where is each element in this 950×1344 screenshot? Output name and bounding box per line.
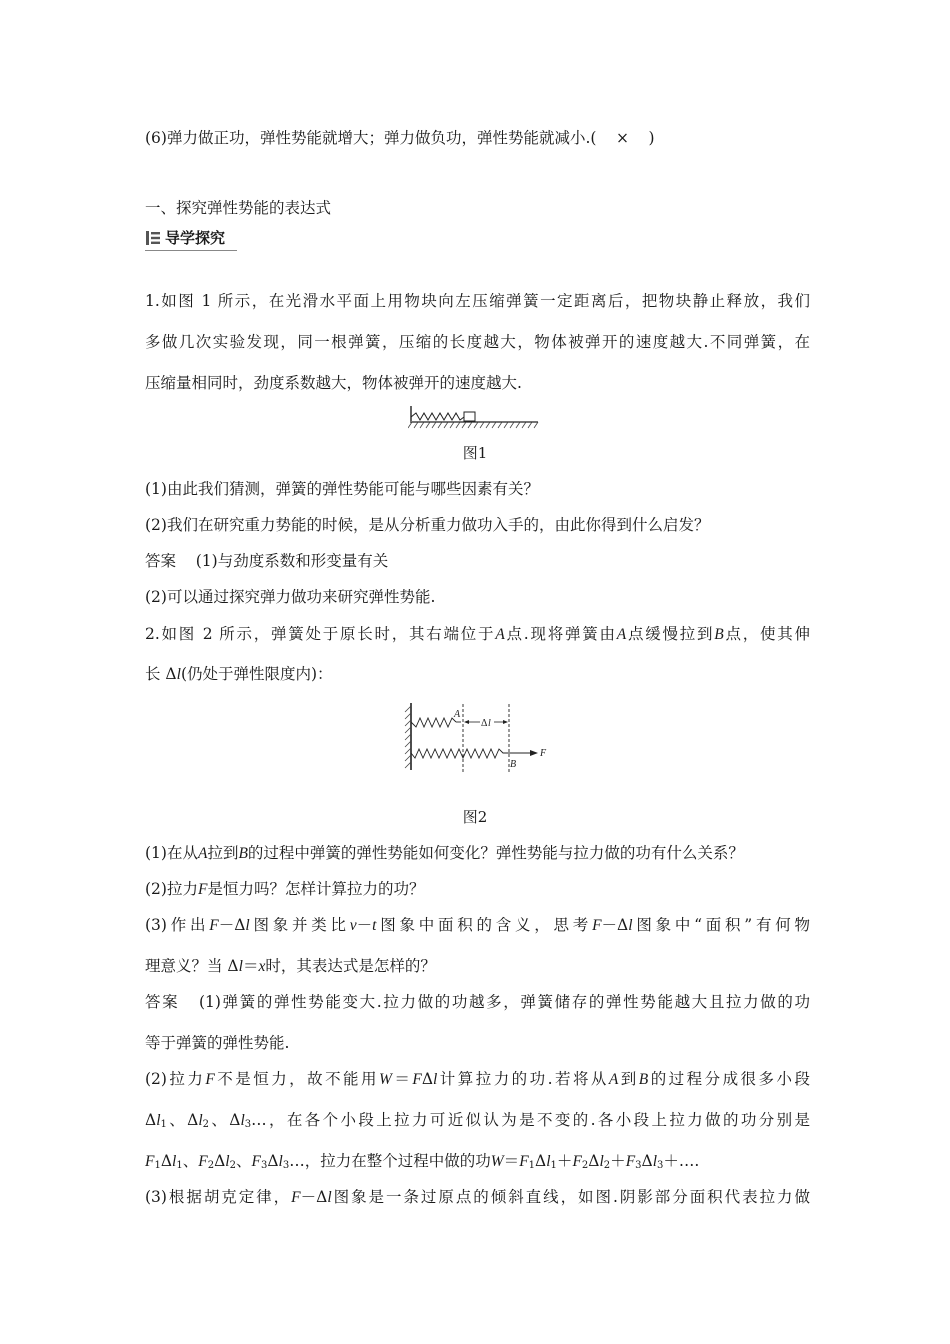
var-F: F xyxy=(198,1153,208,1170)
var-l: l xyxy=(172,1153,177,1170)
q2-sub-2 xyxy=(145,879,810,900)
var-B: B xyxy=(238,845,248,862)
q2-answer-2-line-3 xyxy=(145,1151,810,1172)
var-l: l xyxy=(327,1189,332,1206)
var-F: F xyxy=(209,917,219,934)
section-title: 一、探究弹性势能的表达式 xyxy=(145,199,332,217)
var-F: F xyxy=(519,1153,529,1170)
var-l: l xyxy=(245,917,250,934)
q2-text: －Δ xyxy=(601,916,629,934)
q2-text: (仍处于弹性限度内)： xyxy=(180,665,333,683)
var-F: F xyxy=(291,1189,301,1206)
subscript: 2 xyxy=(229,1160,236,1171)
var-F: F xyxy=(572,1153,582,1170)
q2-text: ＝ xyxy=(242,957,259,975)
var-l: l xyxy=(240,1112,245,1129)
subscript: 2 xyxy=(603,1160,611,1171)
q1-answer-1 xyxy=(145,551,810,571)
answer-text: Δ xyxy=(214,1152,226,1170)
q2-text: (1)在从 xyxy=(145,844,198,862)
var-W: W xyxy=(378,1071,392,1088)
answer-text: (2)拉力 xyxy=(145,1070,206,1088)
q2-text: 点缓慢拉到 xyxy=(626,625,715,643)
q2-text: －Δ xyxy=(218,916,246,934)
answer-text: 不是恒力，故不能用 xyxy=(214,1070,379,1088)
q2-text: 2.如图 2 所示，弹簧处于原长时，其右端位于 xyxy=(145,625,496,643)
answer-text: (1)弹簧的弹性势能变大.拉力做的功越多，弹簧储存的弹性势能越大且拉力做的功 xyxy=(198,993,811,1011)
q1-sub-2: (2)我们在研究重力势能的时候，是从分析重力做功入手的，由此你得到什么启发？ xyxy=(145,516,710,534)
answer-text: 、Δ xyxy=(166,1111,199,1129)
answer-text: ＋…. xyxy=(663,1152,700,1170)
answer-text: Δ xyxy=(641,1152,653,1170)
answer-text: －Δ xyxy=(300,1188,328,1206)
statement-6-close: ) xyxy=(648,129,655,147)
q2-answer-2-line-1 xyxy=(145,1069,810,1090)
delta-label: Δ xyxy=(481,718,488,729)
q1-line-2: 多做几次实验发现，同一根弹簧，压缩的长度越大，物体被弹开的速度越大.不同弹簧，在 xyxy=(145,333,810,351)
q2-text: － xyxy=(356,916,373,934)
var-B: B xyxy=(638,1071,649,1088)
var-l: l xyxy=(278,1153,283,1170)
statement-6-text: (6)弹力做正功，弹性势能就增大；弹力做负功，弹性势能就减小.( xyxy=(145,129,597,147)
q2-text: 是恒力吗？怎样计算拉力的功？ xyxy=(207,880,425,898)
q2-text: 时，其表达式是怎样的？ xyxy=(265,957,436,975)
answer-text: …，拉力在整个过程中做的功 xyxy=(289,1152,491,1170)
q1-sub-1: (1)由此我们猜测，弹簧的弹性势能可能与哪些因素有关？ xyxy=(145,480,539,498)
answer-text: ＝ xyxy=(391,1070,413,1088)
var-A: A xyxy=(197,845,208,862)
figure-2-spring-stretch xyxy=(402,700,552,774)
var-l: l xyxy=(599,1153,604,1170)
var-A: A xyxy=(608,1071,619,1088)
list-icon xyxy=(146,231,160,245)
answer-text: ＋ xyxy=(610,1152,626,1170)
var-A: A xyxy=(616,626,627,643)
var-l: l xyxy=(652,1153,658,1170)
subscript: 3 xyxy=(635,1160,642,1171)
answer-label: 答案 xyxy=(145,552,177,570)
q2-text: 长 Δ xyxy=(145,665,177,683)
point-A-label: A xyxy=(454,709,461,720)
answer-text: 计算拉力的功.若将从 xyxy=(437,1070,609,1088)
subscript: 1 xyxy=(528,1160,536,1171)
force-F-label: F xyxy=(540,748,547,759)
var-v: v xyxy=(349,917,357,934)
false-mark: × xyxy=(615,129,629,147)
var-l: l xyxy=(225,1153,230,1170)
answer-text: Δ xyxy=(588,1152,600,1170)
subscript: 3 xyxy=(260,1160,268,1171)
q2-line-1 xyxy=(145,624,810,645)
answer-text: (1)与劲度系数和形变量有关 xyxy=(195,552,389,570)
q2-text: 拉到 xyxy=(207,844,239,862)
var-l: l xyxy=(198,1112,203,1129)
q2-line-2 xyxy=(145,664,810,685)
subscript: 2 xyxy=(202,1119,210,1130)
subscript: 1 xyxy=(160,1119,167,1130)
var-F: F xyxy=(412,1071,422,1088)
subscript: 2 xyxy=(581,1160,589,1171)
q2-text: 点.现将弹簧由 xyxy=(504,625,617,643)
answer-text: …，在各个小段上拉力可近似认为是不变的.各小段上拉力做的功分别是 xyxy=(251,1111,810,1129)
var-t: t xyxy=(372,917,377,934)
var-F: F xyxy=(251,1153,261,1170)
subscript: 3 xyxy=(657,1160,664,1171)
answer-text: Δ xyxy=(145,1111,157,1129)
answer-text: 的过程分成很多小段 xyxy=(648,1070,810,1088)
point-B-label: B xyxy=(510,759,517,770)
subscript: 1 xyxy=(550,1160,557,1171)
var-l: l xyxy=(433,1071,438,1088)
answer-text: 到 xyxy=(618,1070,639,1088)
q2-text: 图象中面积的含义，思考 xyxy=(376,916,593,934)
q2-sub-1 xyxy=(145,843,810,864)
var-A: A xyxy=(495,626,505,643)
subscript: 1 xyxy=(176,1160,183,1171)
figure-1-spring-block xyxy=(408,404,540,430)
q2-text: 的过程中弹簧的弹性势能如何变化？弹性势能与拉力做的功有什么关系？ xyxy=(247,844,744,862)
q2-answer-2-line-2 xyxy=(145,1110,810,1131)
figure-2-caption: 图2 xyxy=(462,808,488,826)
var-l: l xyxy=(546,1153,551,1170)
guided-inquiry-label: 导学探究 xyxy=(165,229,226,247)
figure-1-caption: 图1 xyxy=(462,444,488,462)
q2-text: (3)作出 xyxy=(145,916,210,934)
answer-label: 答案 xyxy=(145,993,180,1011)
answer-text: ＋ xyxy=(556,1152,573,1170)
answer-text: Δ xyxy=(535,1152,547,1170)
answer-text: (3)根据胡克定律， xyxy=(145,1188,292,1206)
q2-sub-3-line-1 xyxy=(145,915,810,936)
var-F: F xyxy=(197,881,208,898)
subscript: 1 xyxy=(154,1160,161,1171)
q1-line-3: 压缩量相同时，劲度系数越大，物体被弹开的速度越大. xyxy=(145,374,522,392)
var-l: l xyxy=(156,1112,161,1129)
answer-text: Δ xyxy=(267,1152,279,1170)
answer-text: 、Δ xyxy=(209,1111,241,1129)
answer-text: Δ xyxy=(421,1070,434,1088)
q2-sub-3-line-2 xyxy=(145,956,810,977)
answer-text: 、 xyxy=(182,1152,199,1170)
q1-line-1: 1.如图 1 所示，在光滑水平面上用物块向左压缩弹簧一定距离后，把物块静止释放，我们 xyxy=(145,292,810,310)
answer-text: 图象是一条过原点的倾斜直线，如图.阴影部分面积代表拉力做 xyxy=(331,1188,810,1206)
var-l: l xyxy=(628,917,633,934)
var-B: B xyxy=(714,626,724,643)
var-F: F xyxy=(592,917,602,934)
answer-text: Δ xyxy=(160,1152,173,1170)
q2-answer-1-line-2: 等于弹簧的弹性势能. xyxy=(145,1034,290,1052)
q2-text: 图象并类比 xyxy=(249,916,350,934)
var-F: F xyxy=(625,1153,636,1170)
var-F: F xyxy=(145,1153,155,1170)
var-W: W xyxy=(490,1153,504,1170)
q2-text: 点，使其伸 xyxy=(723,625,810,643)
subscript: 3 xyxy=(282,1160,290,1171)
subscript: 3 xyxy=(244,1119,252,1130)
q2-text: (2)拉力 xyxy=(145,880,198,898)
answer-text: 、 xyxy=(235,1152,252,1170)
var-l: l xyxy=(176,666,181,683)
guided-inquiry-heading xyxy=(145,228,237,251)
statement-6 xyxy=(145,128,810,148)
subscript: 2 xyxy=(207,1160,215,1171)
q2-answer-1-line-1 xyxy=(145,992,810,1012)
q2-answer-3-line-1 xyxy=(145,1187,810,1208)
var-l: l xyxy=(238,958,243,975)
q2-text: 理意义？当 Δ xyxy=(145,957,239,975)
var-x: x xyxy=(258,958,266,975)
l-label: l xyxy=(488,718,491,729)
q1-answer-2: (2)可以通过探究弹力做功来研究弹性势能. xyxy=(145,588,436,606)
var-F: F xyxy=(205,1071,215,1088)
q2-text: 图象中“面积”有何物 xyxy=(632,916,810,934)
answer-text: ＝ xyxy=(503,1152,520,1170)
